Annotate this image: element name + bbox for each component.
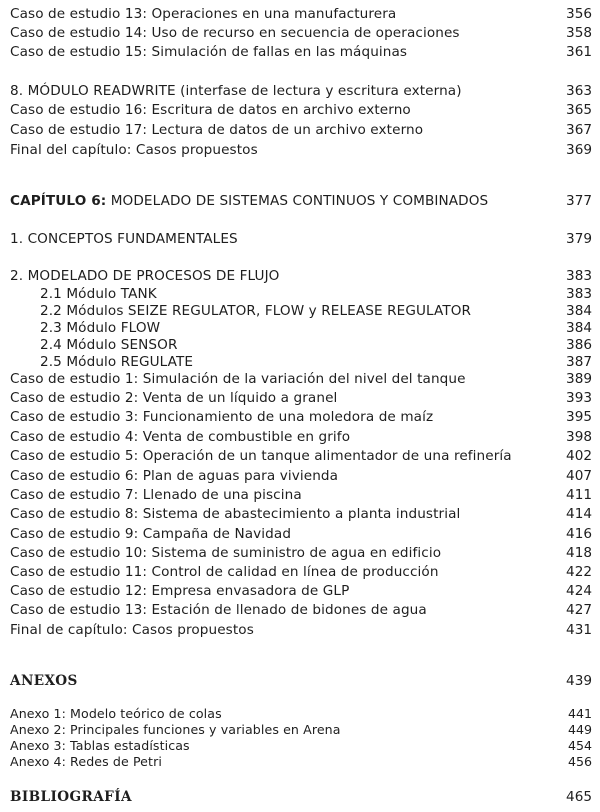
toc-section bbox=[0, 81, 600, 101]
toc-entry bbox=[0, 620, 600, 640]
toc-entry bbox=[0, 140, 600, 160]
annexes-heading: ANEXOS bbox=[10, 673, 78, 689]
chapter-name: MODELADO DE SISTEMAS CONTINUOS Y COMBINADOS bbox=[106, 193, 489, 209]
toc-entry-page: 424 bbox=[566, 583, 592, 599]
toc-section-title: 2. MODELADO DE PROCESOS DE FLUJO bbox=[10, 268, 280, 284]
toc-entry-page: 367 bbox=[566, 122, 592, 138]
toc-entry bbox=[0, 524, 600, 544]
toc-section-title: 8. MÓDULO READWRITE (interfase de lectura y escritura externa) bbox=[10, 83, 462, 99]
toc-entry-page: 441 bbox=[567, 706, 592, 721]
toc-entry bbox=[0, 23, 600, 43]
toc-chapter bbox=[0, 191, 600, 211]
bibliography-heading: BIBLIOGRAFÍA bbox=[10, 789, 132, 805]
toc-entry-page: 414 bbox=[566, 506, 592, 522]
toc-entry-title: Caso de estudio 3: Funcionamiento de una moledora de maíz bbox=[10, 409, 434, 425]
toc-entry bbox=[0, 42, 600, 62]
toc-entry bbox=[0, 388, 600, 408]
toc-entry-page: 386 bbox=[566, 337, 592, 353]
toc-chapter bbox=[0, 787, 600, 807]
toc-subsection-title: 2.5 Módulo REGULATE bbox=[40, 354, 194, 370]
toc-entry-title: Caso de estudio 11: Control de calidad en línea de producción bbox=[10, 564, 439, 580]
toc-entry bbox=[0, 407, 600, 427]
toc-entry-page: 395 bbox=[566, 409, 592, 425]
toc-entry-title: Caso de estudio 7: Llenado de una piscina bbox=[10, 487, 302, 503]
toc-entry-page: 449 bbox=[567, 722, 592, 737]
toc-entry-page: 454 bbox=[567, 738, 592, 753]
toc-entry-title: Caso de estudio 13: Estación de llenado de bidones de agua bbox=[10, 602, 427, 618]
toc-entry-title: Caso de estudio 13: Operaciones en una manufacturera bbox=[10, 6, 397, 22]
toc-entry bbox=[0, 562, 600, 582]
toc-entry-title: Final de capítulo: Casos propuestos bbox=[10, 622, 254, 638]
toc-entry-page: 365 bbox=[566, 102, 592, 118]
toc-entry-page: 356 bbox=[566, 6, 592, 22]
toc-entry-page: 389 bbox=[566, 371, 592, 387]
toc-entry bbox=[0, 485, 600, 505]
toc-entry-page: 439 bbox=[566, 673, 592, 689]
toc-entry-title: Caso de estudio 14: Uso de recurso en secuencia de operaciones bbox=[10, 25, 460, 41]
toc-entry-page: 418 bbox=[566, 545, 592, 561]
toc-entry-page: 398 bbox=[566, 429, 592, 445]
toc-entry-title: Caso de estudio 4: Venta de combustible en grifo bbox=[10, 429, 351, 445]
toc-entry-page: 456 bbox=[567, 754, 592, 769]
toc-subsection-title: 2.1 Módulo TANK bbox=[40, 286, 157, 302]
toc-entry-page: 387 bbox=[566, 354, 592, 370]
toc-entry-page: 384 bbox=[566, 303, 592, 319]
toc-entry-title: Anexo 1: Modelo teórico de colas bbox=[10, 706, 222, 721]
toc-entry bbox=[0, 4, 600, 24]
toc-entry bbox=[0, 543, 600, 563]
toc-entry-page: 431 bbox=[566, 622, 592, 638]
toc-entry-title: Caso de estudio 10: Sistema de suministro de agua en edificio bbox=[10, 545, 442, 561]
toc-entry-title: Caso de estudio 16: Escritura de datos en archivo externo bbox=[10, 102, 411, 118]
toc-section-title: 1. CONCEPTOS FUNDAMENTALES bbox=[10, 231, 238, 247]
toc-entry bbox=[0, 100, 600, 120]
toc-entry-page: 407 bbox=[566, 468, 592, 484]
toc-subsection-title: 2.3 Módulo FLOW bbox=[40, 320, 161, 336]
toc-entry-title: Caso de estudio 17: Lectura de datos de un archivo externo bbox=[10, 122, 424, 138]
toc-entry-page: 411 bbox=[566, 487, 592, 503]
chapter-label: CAPÍTULO 6: bbox=[10, 193, 107, 209]
toc-chapter bbox=[0, 671, 600, 691]
toc-entry-title: Caso de estudio 5: Operación de un tanque alimentador de una refinería bbox=[10, 448, 512, 464]
toc-entry-page: 383 bbox=[566, 268, 592, 284]
toc-entry-title: Caso de estudio 12: Empresa envasadora de GLP bbox=[10, 583, 350, 599]
toc-entry-page: 384 bbox=[566, 320, 592, 336]
toc-entry-page: 465 bbox=[566, 789, 592, 805]
toc-section bbox=[0, 229, 600, 249]
toc-entry-page: 377 bbox=[566, 193, 592, 209]
toc-entry-title: Caso de estudio 2: Venta de un líquido a granel bbox=[10, 390, 338, 406]
toc-entry bbox=[0, 369, 600, 389]
toc-entry bbox=[0, 581, 600, 601]
toc-entry-title: Caso de estudio 15: Simulación de fallas en las máquinas bbox=[10, 44, 408, 60]
toc-entry-page: 363 bbox=[566, 83, 592, 99]
toc-entry bbox=[0, 120, 600, 140]
toc-entry bbox=[0, 446, 600, 466]
toc-chapter-title bbox=[10, 191, 488, 211]
toc-entry-title: Anexo 2: Principales funciones y variables en Arena bbox=[10, 722, 341, 737]
toc-entry bbox=[0, 427, 600, 447]
toc-entry bbox=[0, 600, 600, 620]
toc-entry-title: Caso de estudio 1: Simulación de la variación del nivel del tanque bbox=[10, 371, 466, 387]
toc-entry-page: 358 bbox=[566, 25, 592, 41]
toc-entry-page: 402 bbox=[566, 448, 592, 464]
toc-entry-title: Anexo 3: Tablas estadísticas bbox=[10, 738, 190, 753]
toc-entry-page: 383 bbox=[566, 286, 592, 302]
toc-entry-title: Caso de estudio 6: Plan de aguas para vivienda bbox=[10, 468, 339, 484]
toc-entry-title: Caso de estudio 8: Sistema de abastecimiento a planta industrial bbox=[10, 506, 461, 522]
toc-entry-page: 361 bbox=[566, 44, 592, 60]
toc-entry-page: 393 bbox=[566, 390, 592, 406]
toc-section bbox=[0, 266, 600, 286]
toc-subsection-title: 2.2 Módulos SEIZE REGULATOR, FLOW y RELEASE REGULATOR bbox=[40, 303, 472, 319]
toc-entry bbox=[0, 504, 600, 524]
toc-entry-page: 427 bbox=[566, 602, 592, 618]
toc-entry-title: Caso de estudio 9: Campaña de Navidad bbox=[10, 526, 292, 542]
toc-entry-page: 422 bbox=[566, 564, 592, 580]
toc-entry bbox=[0, 466, 600, 486]
toc-entry-page: 416 bbox=[566, 526, 592, 542]
toc-entry-title: Anexo 4: Redes de Petri bbox=[10, 754, 162, 769]
toc-entry-title: Final del capítulo: Casos propuestos bbox=[10, 142, 258, 158]
toc-entry-page: 379 bbox=[566, 231, 592, 247]
toc-entry-page: 369 bbox=[566, 142, 592, 158]
toc-subsection-title: 2.4 Módulo SENSOR bbox=[40, 337, 178, 353]
toc-entry bbox=[0, 752, 600, 772]
